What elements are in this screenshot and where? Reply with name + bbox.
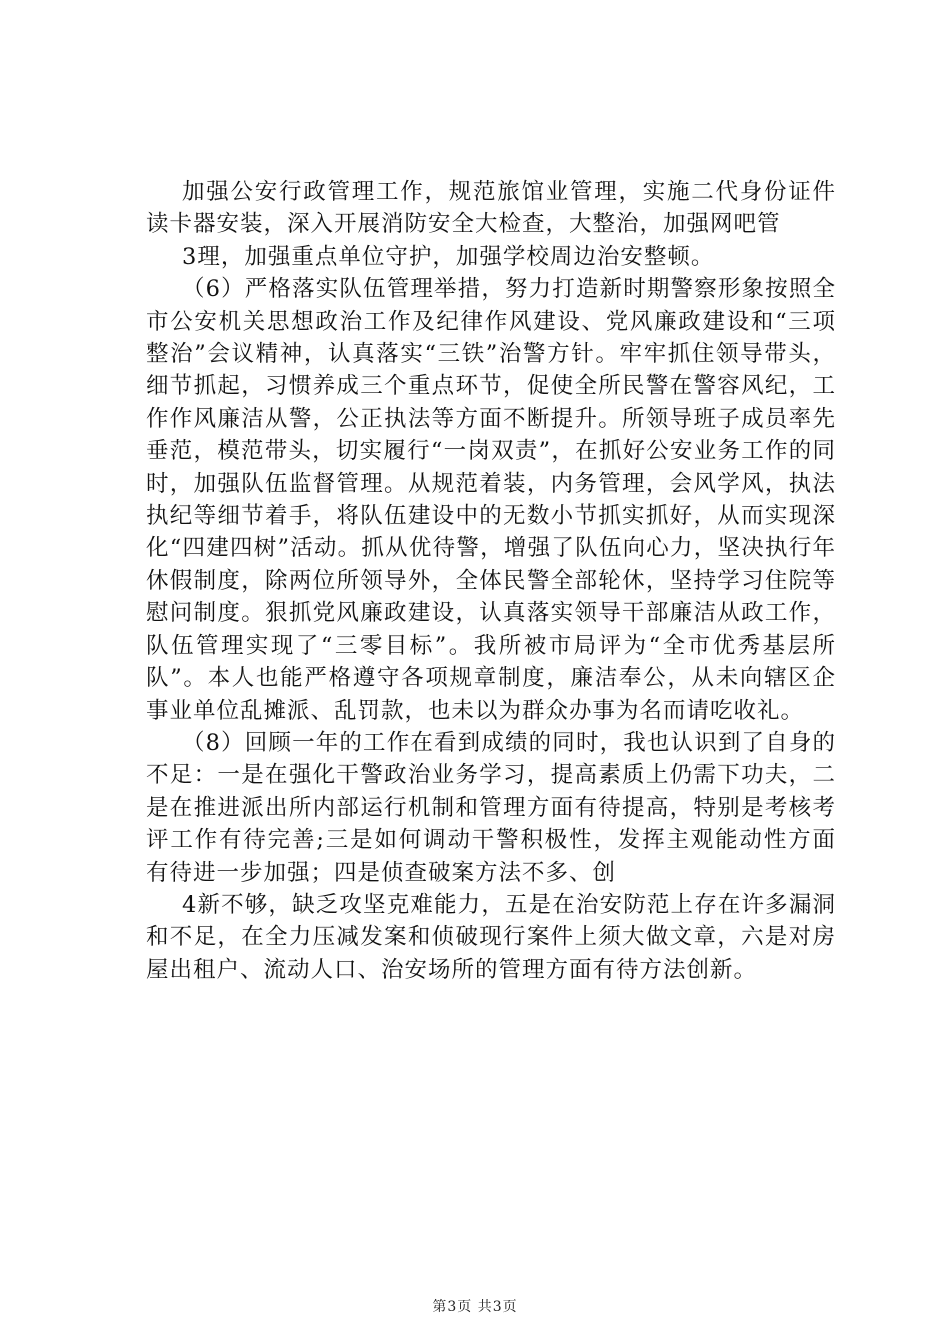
document-body [146, 176, 836, 986]
paragraph-team-management: （6）严格落实队伍管理举措，努力打造新时期警察形象按照全市公安机关思想政治工作及纪律作风建设、党风廉政建设和“三项整治”会议精神，认真落实“三铁”治警方针。牢牢抓住领导带头，细节抓起，习惯养成三个重点环节，促使全所民警在警容风纪，工作作风廉洁从警，公正执法等方面不断提升。所领导班子成员率先垂范，模范带头，切实履行“一岗双责”，在抓好公安业务工作的同时，加强队伍监督管理。从规范着装，内务管理，会风学风，执法执纪等细节着手，将队伍建设中的无数小节抓实抓好，从而实现深化“四建四树”活动。抓从优待警，增强了队伍向心力，坚决执行年休假制度，除两位所领导外，全体民警全部轮休，坚持学习住院等慰问制度。狠抓党风廉政建设，认真落实领导干部廉洁从政工作，队伍管理实现了“三零目标”。我所被市局评为“全市优秀基层所队”。本人也能严格遵守各项规章制度，廉洁奉公，从未向辖区企事业单位乱摊派、乱罚款，也未以为群众办事为名而请吃收礼。 [146, 276, 836, 724]
paragraph-admin-management: 加强公安行政管理工作，规范旅馆业管理，实施二代身份证件读卡器安装，深入开展消防安全大检查，大整治，加强网吧管 [146, 179, 836, 238]
paragraph-key-units: 3理，加强重点单位守护，加强学校周边治安整顿。 [182, 243, 715, 270]
paragraph-shortcomings-continued: 4新不够，缺乏攻坚克难能力，五是在治安防范上存在许多漏洞和不足，在全力压减发案和侦破现行案件上须大做文章，六是对房屋出租户、流动人口、治安场所的管理方面有待方法创新。 [146, 891, 836, 983]
page-number-footer: 第3页 共3页 [432, 1299, 518, 1315]
paragraph-shortcomings: （8）回顾一年的工作在看到成绩的同时，我也认识到了自身的不足：一是在强化干警政治业务学习，提高素质上仍需下功夫，二是在推进派出所内部运行机制和管理方面有待提高，特别是考核考评工作有待完善;三是如何调动干警积极性，发挥主观能动性方面有待进一步加强；四是侦查破案方法不多、创 [146, 729, 836, 886]
